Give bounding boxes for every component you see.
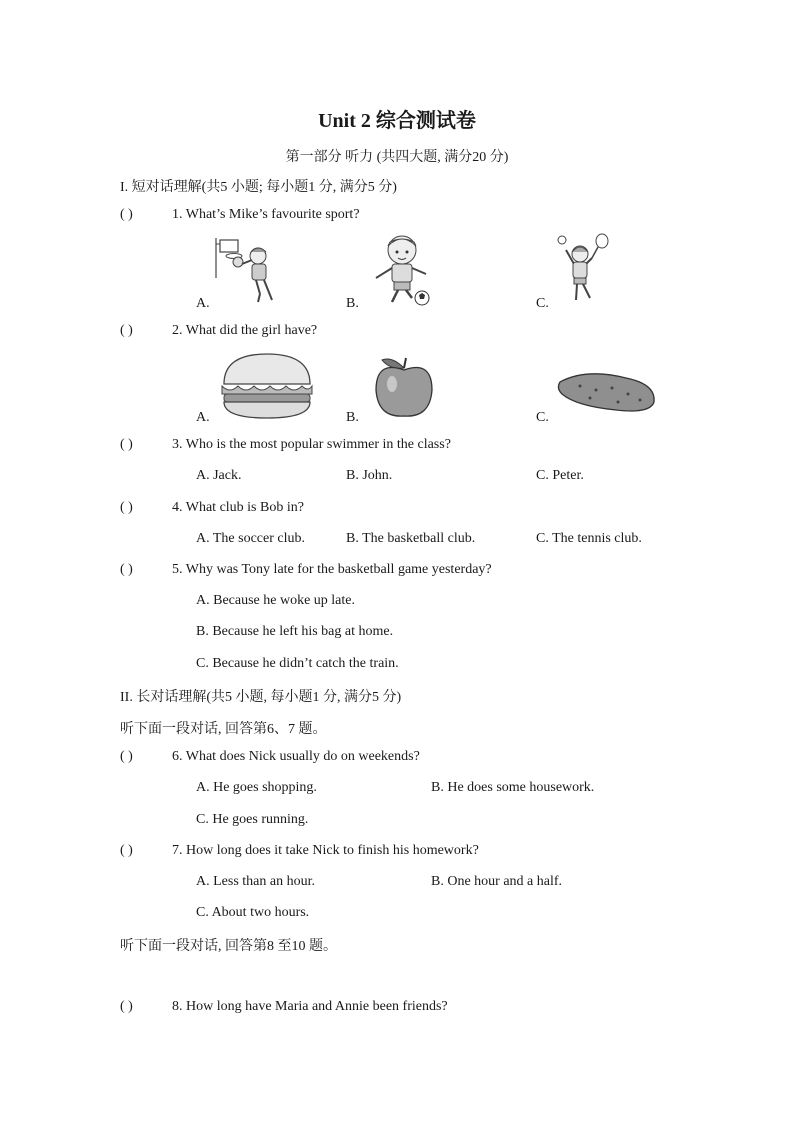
question-text: 5. Why was Tony late for the basketball game yesterday?	[172, 562, 492, 577]
question-1	[120, 207, 360, 223]
question-2	[120, 323, 317, 339]
apple-picture	[372, 352, 436, 420]
part-heading: 第一部分 听力 (共四大题, 满分20 分)	[285, 150, 509, 165]
option-a[interactable]: A. Because he woke up late.	[196, 593, 355, 608]
answer-blank[interactable]: ( )	[120, 323, 133, 338]
option-c[interactable]: C. Peter.	[536, 468, 584, 483]
answer-blank[interactable]: ( )	[120, 207, 133, 222]
option-c[interactable]: C. About two hours.	[196, 905, 310, 920]
option-a[interactable]: A. He goes shopping.	[196, 780, 317, 795]
option-c[interactable]: C. Because he didn’t catch the train.	[196, 656, 399, 671]
question-text: 4. What club is Bob in?	[172, 500, 304, 515]
question-7	[120, 843, 479, 859]
option-a[interactable]: A.	[196, 296, 210, 311]
listening-instruction: 听下面一段对话, 回答第8 至10 题。	[120, 939, 337, 954]
question-text: 1. What’s Mike’s favourite sport?	[172, 207, 360, 222]
answer-blank[interactable]: ( )	[120, 562, 133, 577]
option-c[interactable]: C. The tennis club.	[536, 531, 642, 546]
option-b[interactable]: B. The basketball club.	[346, 531, 476, 546]
option-c[interactable]: C.	[536, 410, 549, 425]
option-b[interactable]: B. One hour and a half.	[431, 874, 563, 889]
answer-blank[interactable]: ( )	[120, 437, 133, 452]
page-title: Unit 2 综合测试卷	[318, 110, 476, 132]
basketball-player-picture	[214, 234, 282, 306]
question-text: 2. What did the girl have?	[172, 323, 318, 338]
option-a[interactable]: A. The soccer club.	[196, 531, 305, 546]
question-text: 3. Who is the most popular swimmer in the class?	[172, 437, 451, 452]
soccer-player-picture	[370, 232, 434, 308]
question-text: 6. What does Nick usually do on weekends?	[172, 749, 420, 764]
option-b[interactable]: B. He does some housework.	[431, 780, 595, 795]
listening-instruction: 听下面一段对话, 回答第6、7 题。	[120, 722, 327, 737]
question-4	[120, 500, 304, 516]
section-heading: II. 长对话理解(共5 小题, 每小题1 分, 满分5 分)	[120, 690, 402, 705]
question-8	[120, 999, 448, 1015]
option-b[interactable]: B.	[346, 296, 359, 311]
question-text: 7. How long does it take Nick to finish his homework?	[172, 843, 479, 858]
answer-blank[interactable]: ( )	[120, 749, 133, 764]
answer-blank[interactable]: ( )	[120, 500, 133, 515]
question-6	[120, 749, 420, 765]
option-c[interactable]: C. He goes running.	[196, 812, 309, 827]
option-a[interactable]: A. Jack.	[196, 468, 242, 483]
option-b[interactable]: B.	[346, 410, 359, 425]
question-text: 8. How long have Maria and Annie been friends?	[172, 999, 448, 1014]
option-c[interactable]: C.	[536, 296, 549, 311]
answer-blank[interactable]: ( )	[120, 999, 133, 1014]
answer-blank[interactable]: ( )	[120, 843, 133, 858]
question-5	[120, 562, 492, 578]
option-a[interactable]: A. Less than an hour.	[196, 874, 315, 889]
option-a[interactable]: A.	[196, 410, 210, 425]
hamburger-picture	[218, 350, 316, 422]
option-b[interactable]: B. Because he left his bag at home.	[196, 624, 394, 639]
tennis-player-picture	[556, 232, 616, 306]
question-3	[120, 437, 451, 453]
cucumber-picture	[556, 368, 658, 416]
option-b[interactable]: B. John.	[346, 468, 393, 483]
section-heading: I. 短对话理解(共5 小题; 每小题1 分, 满分5 分)	[120, 180, 397, 195]
